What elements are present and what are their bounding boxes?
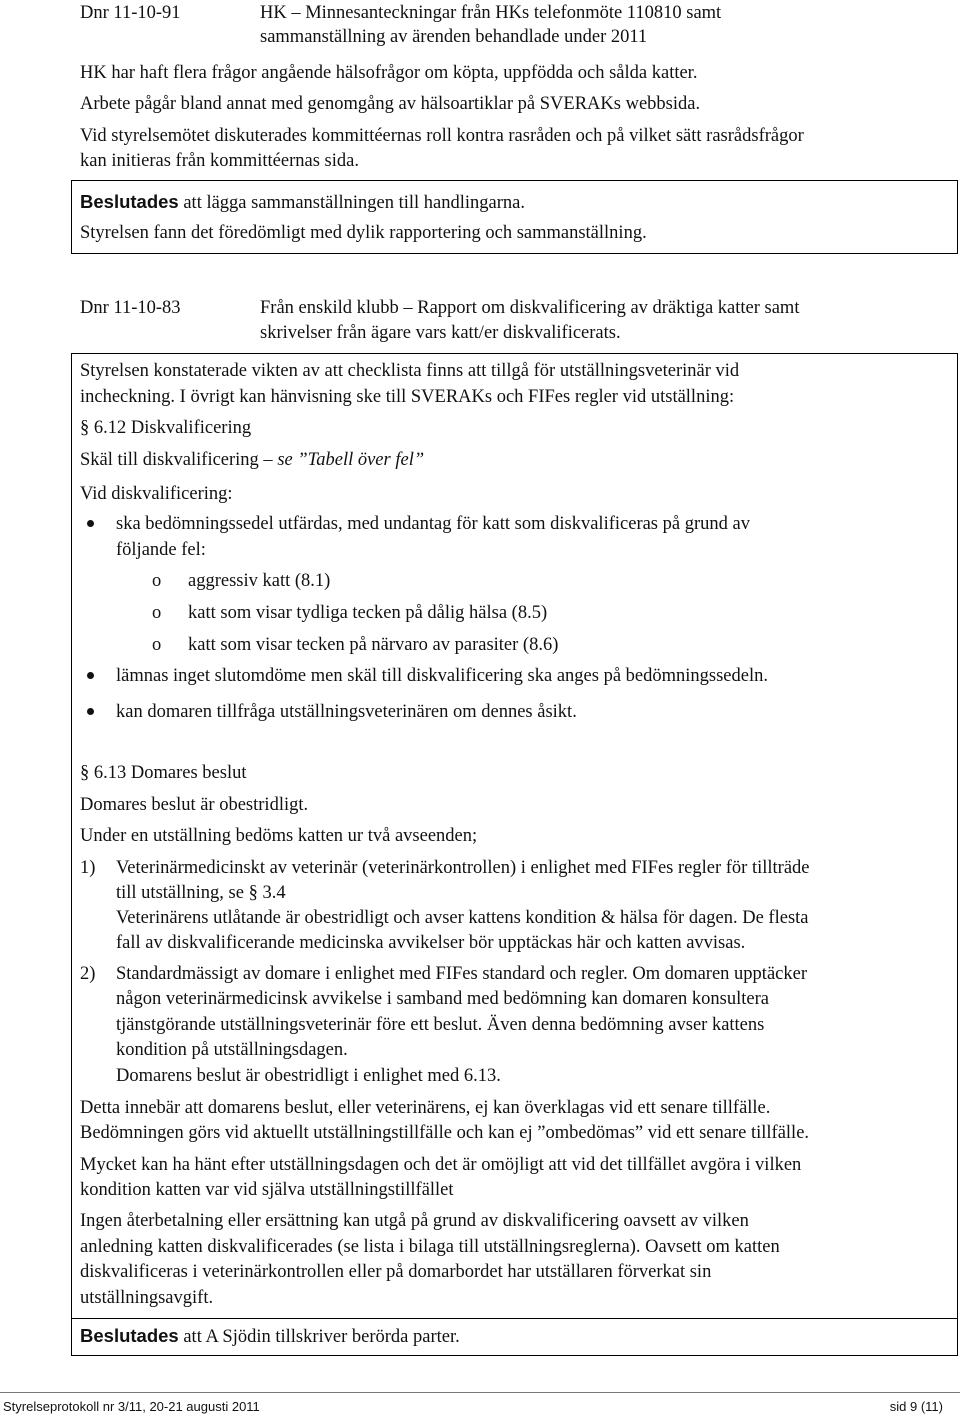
decision-text: att lägga sammanställningen till handlingarna. xyxy=(178,193,525,213)
item1-paragraph-2: Arbete pågår bland annat med genomgång av hälsoartiklar på SVERAKs webbsida. xyxy=(80,94,701,114)
domares-line: Domares beslut är obestridligt. xyxy=(80,795,309,815)
skal-text: Skäl till diskvalificering – xyxy=(80,450,278,470)
bullet-2: lämnas inget slutomdöme men skäl till diskvalificering ska anges på bedömningssedeln. xyxy=(116,666,768,686)
numbered-2-line2: någon veterinärmedicinsk avvikelse i samband med bedömning kan domaren konsultera xyxy=(116,989,769,1009)
decision-text: att A Sjödin tillskriver berörda parter. xyxy=(178,1327,460,1347)
item1-paragraph-3-line2: kan initieras från kommittéernas sida. xyxy=(80,151,359,171)
numbered-1-line2 xyxy=(116,880,286,906)
bullet-3: kan domaren tillfråga utställningsveterinären om dennes åsikt. xyxy=(116,702,577,722)
sub-marker-3: o xyxy=(152,635,162,655)
section-sign: § xyxy=(248,883,258,903)
skal-line xyxy=(80,447,424,473)
box-bottom-line xyxy=(71,1355,958,1356)
sub-item-2: katt som visar tydliga tecken på dålig hälsa (8.5) xyxy=(188,603,548,623)
sub-item-1: aggressiv katt (8.1) xyxy=(188,571,331,591)
section-title: 6.12 Diskvalificering xyxy=(89,418,252,438)
skal-reference: se ”Tabell över fel” xyxy=(277,450,425,470)
paragraph-ingen-line2: anledning katten diskvalificerades (se lista i bilaga till utställningsreglerna). Oavsett om katten xyxy=(80,1237,780,1257)
paragraph-detta-line1: Detta innebär att domarens beslut, eller veterinärens, ej kan överklagas vid ett senare tillfälle. xyxy=(80,1098,771,1118)
paragraph-ingen-line1: Ingen återbetalning eller ersättning kan utgå på grund av diskvalificering oavsett av vilken xyxy=(80,1211,749,1231)
paragraph-mycket-line2: kondition katten var vid själva utställningstillfället xyxy=(80,1180,454,1200)
bullet-1-line2: följande fel: xyxy=(116,540,206,560)
section-sign: § xyxy=(80,763,90,783)
text: till utställning, se xyxy=(116,883,249,903)
paragraph-ingen-line4: utställningsavgift. xyxy=(80,1288,214,1308)
sub-marker-2: o xyxy=(152,603,162,623)
item2-decision xyxy=(80,1323,460,1350)
numbered-1-marker: 1) xyxy=(80,858,96,878)
numbered-2-line5: Domarens beslut är obestridligt i enlighet med 6.13. xyxy=(116,1066,501,1086)
section-title: 6.13 Domares beslut xyxy=(89,763,247,783)
item2-title-line1: Från enskild klubb – Rapport om diskvalificering av dräktiga katter samt xyxy=(260,298,800,318)
numbered-1-line4: fall av diskvalificerande medicinska avvikelser bör upptäckas här och katten avvisas. xyxy=(116,933,746,953)
item1-paragraph-3-line1: Vid styrelsemötet diskuterades kommittéernas roll kontra rasråden och på vilket sätt rasrådsfrågor xyxy=(80,126,804,146)
numbered-2-line1: Standardmässigt av domare i enlighet med FIFes standard och regler. Om domaren upptäcker xyxy=(116,964,807,984)
item1-dnr: Dnr 11-10-91 xyxy=(80,3,181,23)
box-left-line xyxy=(71,353,72,1356)
item2-paragraph-1-line2: incheckning. I övrigt kan hänvisning ske till SVERAKs och FIFes regler vid utställning: xyxy=(80,387,735,407)
footer-right: sid 9 (11) xyxy=(889,1399,943,1414)
sub-marker-1: o xyxy=(152,571,162,591)
item2-dnr: Dnr 11-10-83 xyxy=(80,298,181,318)
decision-label: Beslutades xyxy=(80,191,179,212)
bullet-3-marker xyxy=(87,708,94,715)
under-line: Under en utställning bedöms katten ur två avseenden; xyxy=(80,826,478,846)
section-sign: § xyxy=(80,418,90,438)
bullet-1-marker xyxy=(87,520,94,527)
vid-diskvalificering: Vid diskvalificering: xyxy=(80,484,233,504)
footer-rule xyxy=(0,1392,960,1393)
sub-item-3: katt som visar tecken på närvaro av parasiter (8.6) xyxy=(188,635,559,655)
paragraph-mycket-line1: Mycket kan ha hänt efter utställningsdagen och det är omöjligt att vid det tillfället avgöra i vilken xyxy=(80,1155,802,1175)
bullet-2-marker xyxy=(87,672,94,679)
section-6-13-heading xyxy=(80,760,246,786)
item1-paragraph-1: HK har haft flera frågor angående hälsofrågor om köpta, uppfödda och sålda katter. xyxy=(80,63,698,83)
bullet-1-line1: ska bedömningssedel utfärdas, med undantag för katt som diskvalificeras på grund av xyxy=(116,514,750,534)
footer-left: Styrelseprotokoll nr 3/11, 20-21 augusti 2011 xyxy=(3,1399,260,1414)
item1-paragraph-4: Styrelsen fann det föredömligt med dylik rapportering och sammanställning. xyxy=(80,223,647,243)
item2-title-line2: skrivelser från ägare vars katt/er diskvalificerats. xyxy=(260,323,621,343)
box-top-line xyxy=(71,353,958,354)
text: 3.4 xyxy=(257,883,286,903)
paragraph-ingen-line3: diskvalificeras i veterinärkontrollen eller på domarbordet har utställaren förverkat sin xyxy=(80,1262,712,1282)
numbered-2-line4: kondition på utställningsdagen. xyxy=(116,1040,348,1060)
decision-label: Beslutades xyxy=(80,1325,179,1346)
item1-title-line2: sammanställning av ärenden behandlade under 2011 xyxy=(260,27,648,47)
numbered-2-line3: tjänstgörande utställningsveterinär före ett beslut. Även denna bedömning avser kattens xyxy=(116,1015,765,1035)
decision-separator-line xyxy=(71,1318,958,1319)
numbered-2-marker: 2) xyxy=(80,964,96,984)
numbered-1-line1: Veterinärmedicinskt av veterinär (veterinärkontrollen) i enlighet med FIFes regler för tillträde xyxy=(116,858,810,878)
box-right-line xyxy=(957,353,958,1356)
numbered-1-line3: Veterinärens utlåtande är obestridligt och avser kattens kondition & hälsa för dagen. De flesta xyxy=(116,908,809,928)
item2-paragraph-1-line1: Styrelsen konstaterade vikten av att checklista finns att tillgå för utställningsveterinär vid xyxy=(80,361,740,381)
section-6-12-heading xyxy=(80,415,251,441)
paragraph-detta-line2: Bedömningen görs vid aktuellt utställningstillfälle och kan ej ”ombedömas” vid ett senare tillfälle. xyxy=(80,1123,810,1143)
item1-decision xyxy=(80,189,525,216)
item1-title-line1: HK – Minnesanteckningar från HKs telefonmöte 110810 samt xyxy=(260,3,722,23)
